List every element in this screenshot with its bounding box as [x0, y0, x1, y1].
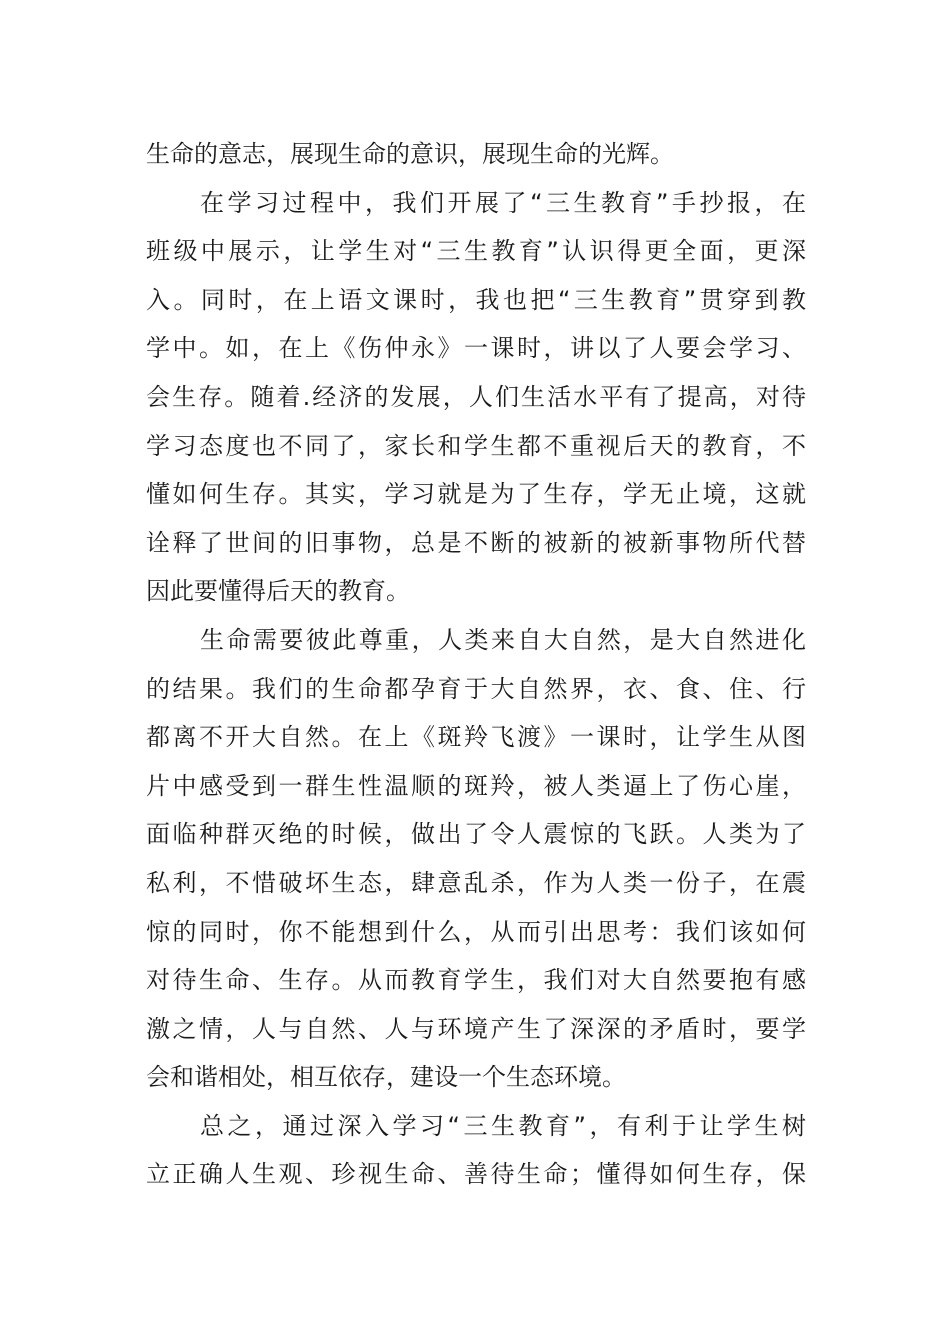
text-line: 惊的同时，你不能想到什么，从而引出思考：我们该如何	[146, 917, 806, 946]
text-line: 会生存。随着.经济的发展，人们生活水平有了提高，对待	[146, 382, 806, 411]
text-line: 班级中展示，让学生对“三生教育”认识得更全面，更深	[146, 237, 806, 266]
text-line: 因此要懂得后天的教育。	[146, 577, 410, 606]
paragraph-first-line: 总之，通过深入学习“三生教育”，有利于让学生树	[200, 1111, 806, 1140]
document-body	[146, 130, 806, 1199]
text-line: 立正确人生观、珍视生命、善待生命；懂得如何生存，保	[146, 1160, 806, 1189]
text-line: 激之情，人与自然、人与环境产生了深深的矛盾时，要学	[146, 1014, 806, 1043]
text-line: 学中。如，在上《伤仲永》一课时，讲以了人要会学习、	[146, 334, 806, 363]
text-line: 的结果。我们的生命都孕育于大自然界，衣、食、住、行	[146, 674, 806, 703]
text-line: 生命的意志，展现生命的意识，展现生命的光辉。	[146, 140, 674, 168]
text-line: 私利，不惜破坏生态，肆意乱杀，作为人类一份子，在震	[146, 868, 806, 897]
text-line: 会和谐相处，相互依存，建设一个生态环境。	[146, 1063, 626, 1092]
text-line: 入。同时，在上语文课时，我也把“三生教育”贯穿到教	[146, 285, 806, 314]
text-line: 懂如何生存。其实，学习就是为了生存，学无止境，这就	[146, 480, 806, 509]
paragraph-first-line: 在学习过程中，我们开展了“三生教育”手抄报，在	[200, 188, 806, 217]
text-line: 诠释了世间的旧事物，总是不断的被新的被新事物所代替	[146, 528, 806, 557]
text-line: 对待生命、生存。从而教育学生，我们对大自然要抱有感	[146, 966, 806, 995]
text-line: 面临种群灭绝的时候，做出了令人震惊的飞跃。人类为了	[146, 820, 806, 849]
paragraph-first-line: 生命需要彼此尊重，人类来自大自然，是大自然进化	[200, 625, 806, 654]
text-line: 学习态度也不同了，家长和学生都不重视后天的教育，不	[146, 431, 806, 460]
text-line: 都离不开大自然。在上《斑羚飞渡》一课时，让学生从图	[146, 723, 806, 752]
text-line: 片中感受到一群生性温顺的斑羚，被人类逼上了伤心崖，	[146, 771, 806, 800]
